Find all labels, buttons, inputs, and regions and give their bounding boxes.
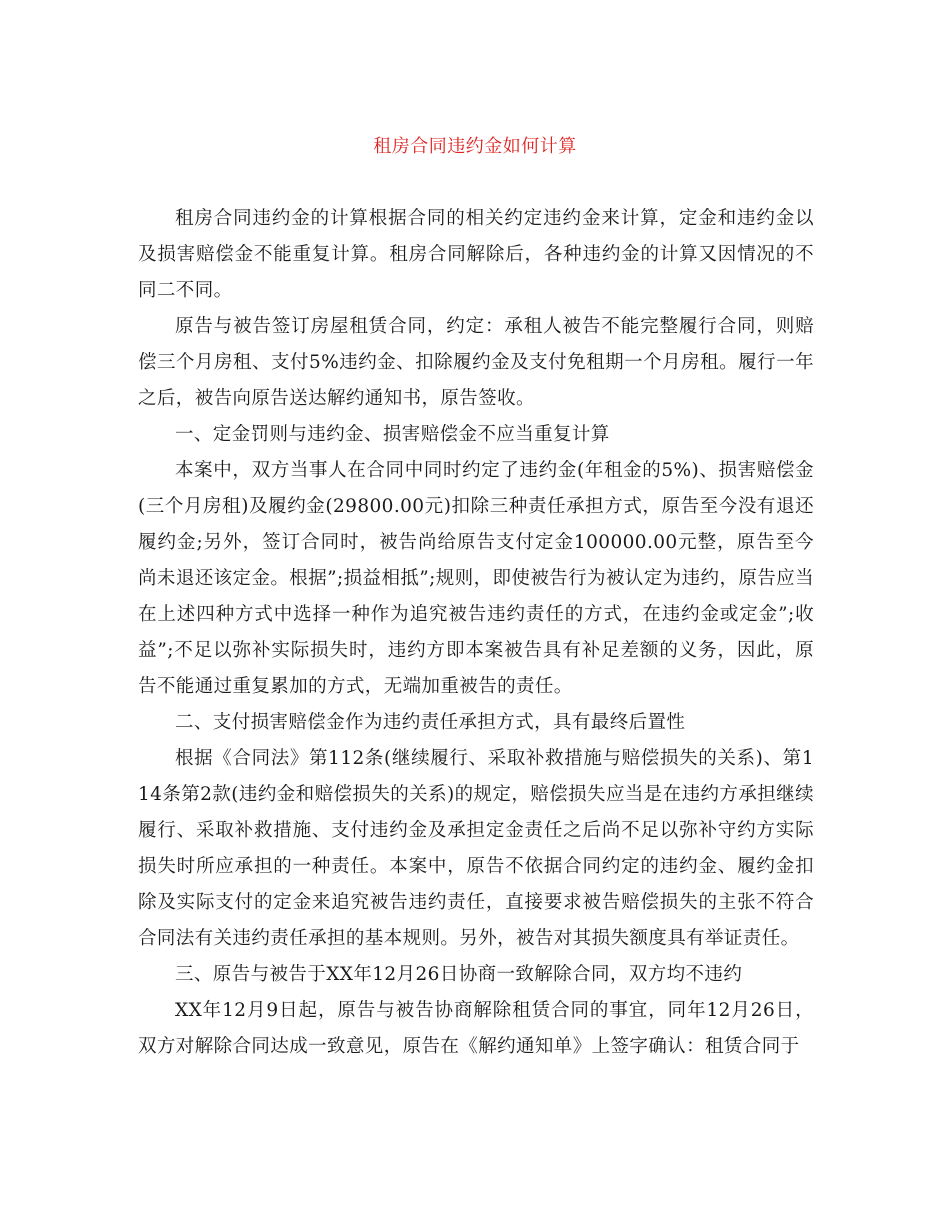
section-heading-1: 一、定金罚则与违约金、损害赔偿金不应当重复计算 xyxy=(175,424,610,445)
section-heading-2: 二、支付损害赔偿金作为违约责任承担方式，具有最终后置性 xyxy=(175,712,686,733)
document-body xyxy=(138,201,814,1065)
paragraph-section-1: 本案中，双方当事人在合同中同时约定了违约金(年租金的5%)、损害赔偿金(三个月房租)及履约金(29800.00元)扣除三种责任承担方式，原告至今没有退还履约金;另外，签订合同时，被告尚给原告支付定金100000.00元整，原告至今尚未退还该定金。根据”;损益相抵”;规则，即使被告行为被认定为违约，原告应当在上述四种方式中选择一种作为追究被告违约责任的方式，在违约金或定金”;收益”;不足以弥补实际损失时，违约方即本案被告具有补足差额的义务，因此，原告不能通过重复累加的方式，无端加重被告的责任。 xyxy=(138,460,814,697)
paragraph-section-3: XX年12月9日起，原告与被告协商解除租赁合同的事宜，同年12月26日，双方对解除合同达成一致意见，原告在《解约通知单》上签字确认：租赁合同于 xyxy=(138,1000,814,1057)
paragraph-section-2: 根据《合同法》第112条(继续履行、采取补救措施与赔偿损失的关系)、第114条第2款(违约金和赔偿损失的关系)的规定，赔偿损失应当是在违约方承担继续履行、采取补救措施、支付违约金及承担定金责任之后尚不足以弥补守约方实际损失时所应承担的一种责任。本案中，原告不依据合同约定的违约金、履约金扣除及实际支付的定金来追究被告违约责任，直接要求被告赔偿损失的主张不符合合同法有关违约责任承担的基本规则。另外，被告对其损失额度具有举证责任。 xyxy=(138,748,814,949)
paragraph-case-facts: 原告与被告签订房屋租赁合同，约定：承租人被告不能完整履行合同，则赔偿三个月房租、支付5%违约金、扣除履约金及支付免租期一个月房租。履行一年之后，被告向原告送达解约通知书，原告签收。 xyxy=(138,316,814,409)
section-heading-3: 三、原告与被告于XX年12月26日协商一致解除合同，双方均不违约 xyxy=(175,964,743,985)
paragraph-intro: 租房合同违约金的计算根据合同的相关约定违约金来计算，定金和违约金以及损害赔偿金不能重复计算。租房合同解除后，各种违约金的计算又因情况的不同二不同。 xyxy=(138,208,814,301)
document-title: 租房合同违约金如何计算 xyxy=(373,136,577,157)
